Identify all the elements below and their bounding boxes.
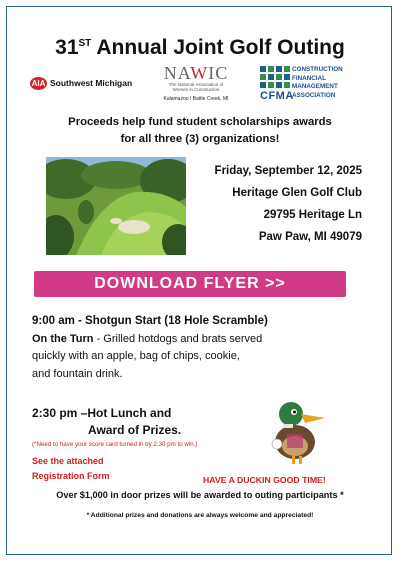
event-street: 29795 Heritage Ln bbox=[263, 209, 362, 221]
cfma-line1: CONSTRUCTION bbox=[292, 66, 343, 73]
registration-line2: Registration Form bbox=[32, 471, 110, 481]
cfma-line3: MANAGEMENT bbox=[292, 83, 338, 90]
duck-golfer-icon bbox=[265, 394, 340, 466]
turn-line3: and fountain drink. bbox=[32, 367, 123, 380]
nawic-logo bbox=[150, 64, 242, 106]
nawic-sub-1: The National Association of bbox=[168, 82, 224, 87]
download-flyer-button[interactable] bbox=[34, 271, 346, 297]
cfma-abbr: CFMA bbox=[260, 90, 294, 102]
event-info bbox=[192, 160, 362, 248]
proceeds-text bbox=[0, 114, 400, 148]
event-city: Paw Paw, MI 49079 bbox=[258, 231, 362, 243]
nawic-na: NA bbox=[163, 63, 191, 83]
aia-badge: AIA bbox=[31, 78, 46, 88]
registration-link[interactable] bbox=[32, 454, 110, 484]
lunch-line1: 2:30 pm –Hot Lunch and bbox=[32, 406, 172, 420]
title-text: Annual Joint Golf Outing bbox=[96, 36, 345, 59]
golf-course-photo bbox=[46, 157, 186, 255]
scorecard-note: (*Need to have your score card turned in by 2:30 pm to win.) bbox=[32, 441, 198, 448]
registration-line1: See the attached bbox=[32, 456, 104, 466]
turn-line2: quickly with an apple, bag of chips, cookie, bbox=[32, 350, 240, 362]
cfma-lines bbox=[292, 66, 343, 100]
shotgun-start: 9:00 am - Shotgun Start (18 Hole Scramble) bbox=[32, 315, 268, 327]
download-flyer-label: DOWNLOAD FLYER >> bbox=[94, 275, 286, 292]
aia-logo bbox=[30, 76, 140, 90]
title-suffix: ST bbox=[78, 38, 92, 49]
nawic-wordmark bbox=[150, 64, 242, 82]
proceeds-line2: for all three (3) organizations! bbox=[120, 133, 280, 145]
nawic-w: W bbox=[190, 63, 209, 83]
prizes-text: Over $1,000 in door prizes will be awarded to outing participants * bbox=[56, 490, 344, 500]
lunch-line2: Award of Prizes. bbox=[88, 423, 182, 437]
additional-text: * Additional prizes and donations are always welcome and appreciated! bbox=[86, 512, 314, 519]
cfma-line2: FINANCIAL bbox=[292, 74, 326, 82]
proceeds-line1: Proceeds help fund student scholarships awards bbox=[68, 116, 332, 128]
nawic-sub-2: Women in Construction bbox=[172, 87, 220, 92]
title-number: 31 bbox=[55, 36, 79, 59]
turn-line1 bbox=[32, 331, 362, 349]
turn-label: On the Turn bbox=[32, 332, 94, 345]
event-date: Friday, September 12, 2025 bbox=[214, 165, 362, 177]
event-venue: Heritage Glen Golf Club bbox=[232, 187, 362, 199]
cfma-line4: ASSOCIATION bbox=[292, 91, 336, 99]
turn-text: - Grilled hotdogs and brats served bbox=[93, 332, 263, 345]
nawic-city: Kalamazoo / Battle Creek, MI bbox=[163, 96, 229, 102]
duckin-text: HAVE A DUCKIN GOOD TIME! bbox=[203, 475, 326, 485]
cfma-logo bbox=[260, 66, 370, 108]
cfma-grid-icon bbox=[260, 66, 290, 88]
schedule bbox=[32, 313, 362, 383]
nawic-ic: IC bbox=[208, 63, 229, 83]
aia-name: Southwest Michigan bbox=[50, 78, 133, 88]
lunch-info bbox=[32, 405, 181, 439]
page-title bbox=[0, 36, 400, 60]
